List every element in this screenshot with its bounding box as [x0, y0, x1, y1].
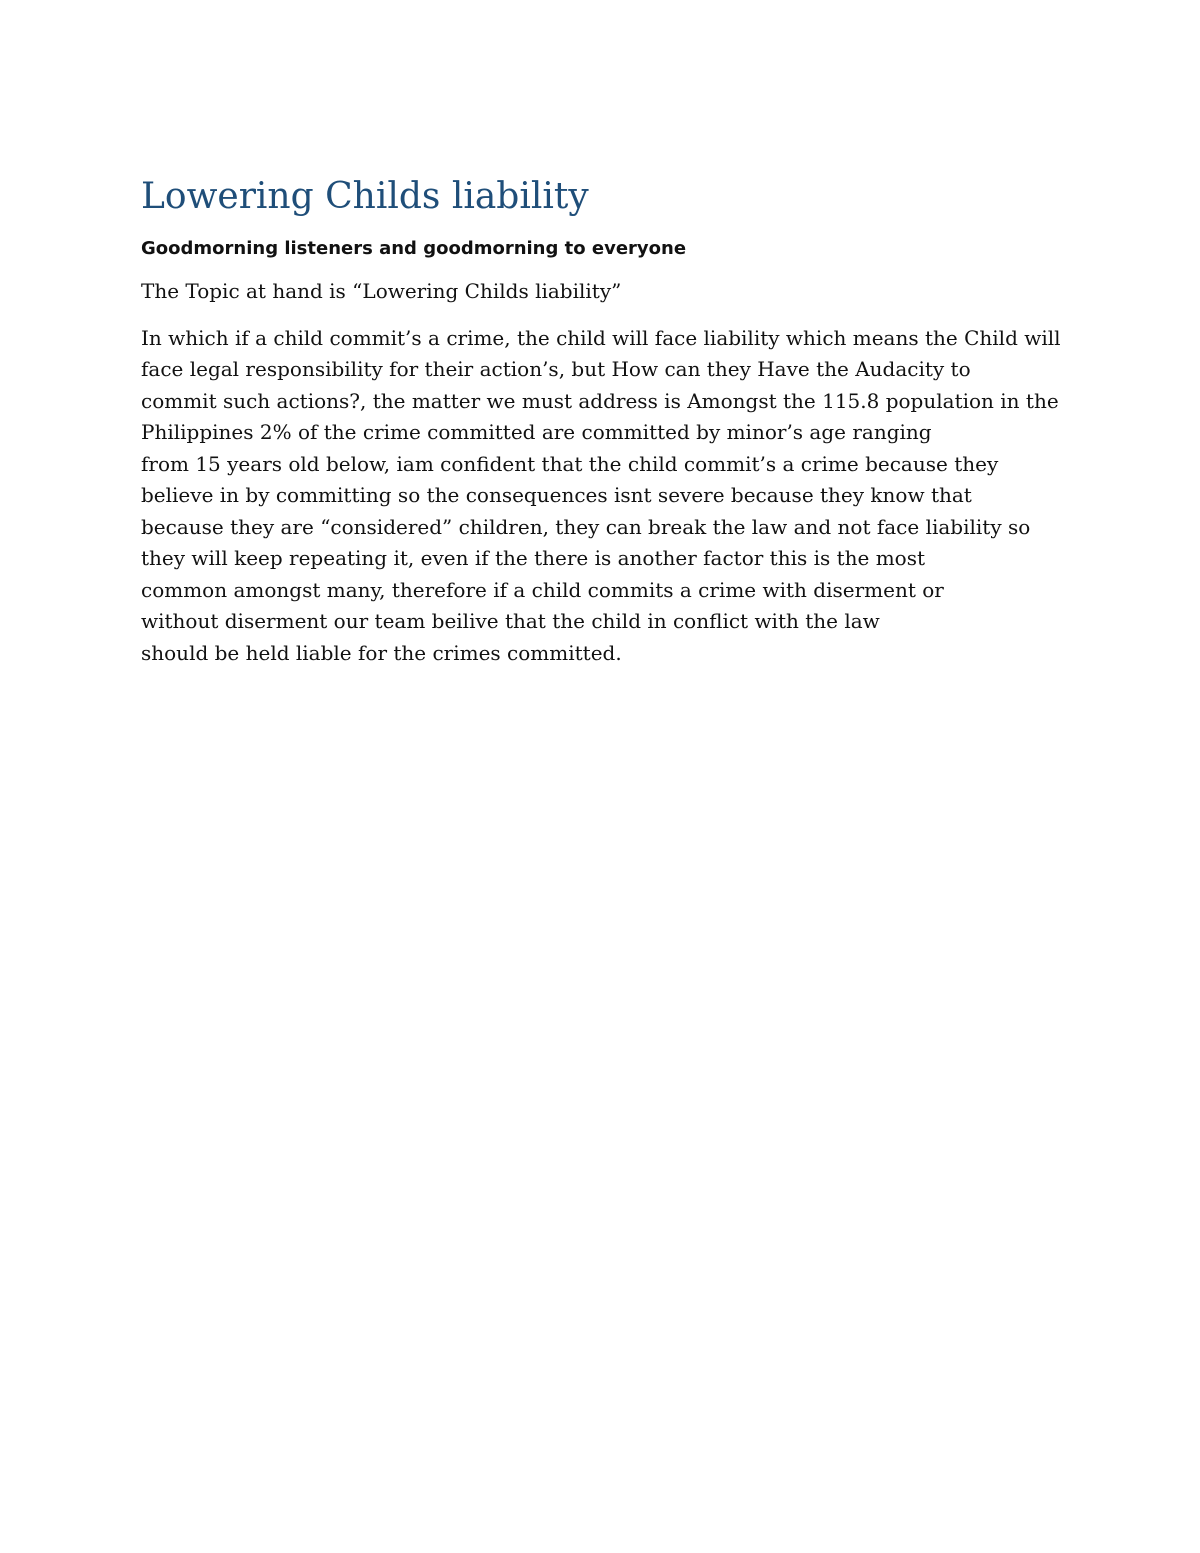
- body-paragraph: [141, 323, 1061, 670]
- body-line: should be held liable for the crimes committed.: [141, 640, 622, 665]
- body-line: without diserment our team beilive that the child in conflict with the law: [141, 609, 880, 634]
- body-line: from 15 years old below, iam confident that the child commit’s a crime because they: [141, 451, 999, 476]
- body-line: they will keep repeating it, even if the there is another factor this is the most: [141, 546, 926, 571]
- body-line: commit such actions?, the matter we must address is Amongst the 115.8 population in the: [141, 388, 1059, 413]
- document-content: [141, 176, 1061, 669]
- body-line: Philippines 2% of the crime committed are committed by minor’s age ranging: [141, 420, 932, 445]
- body-line: believe in by committing so the consequences isnt severe because they know that: [141, 483, 972, 508]
- body-line: In which if a child commit’s a crime, the child will face liability which means the Child will: [141, 325, 1061, 350]
- body-line: face legal responsibility for their action’s, but How can they Have the Audacity to: [141, 357, 971, 382]
- topic-line: The Topic at hand is “Lowering Childs liability”: [141, 278, 622, 303]
- document-title: Lowering Childs liability: [141, 176, 589, 217]
- body-line: common amongst many, therefore if a child commits a crime with diserment or: [141, 577, 944, 602]
- body-line: because they are “considered” children, they can break the law and not face liability so: [141, 514, 1031, 539]
- greeting-line: Goodmorning listeners and goodmorning to everyone: [141, 238, 687, 260]
